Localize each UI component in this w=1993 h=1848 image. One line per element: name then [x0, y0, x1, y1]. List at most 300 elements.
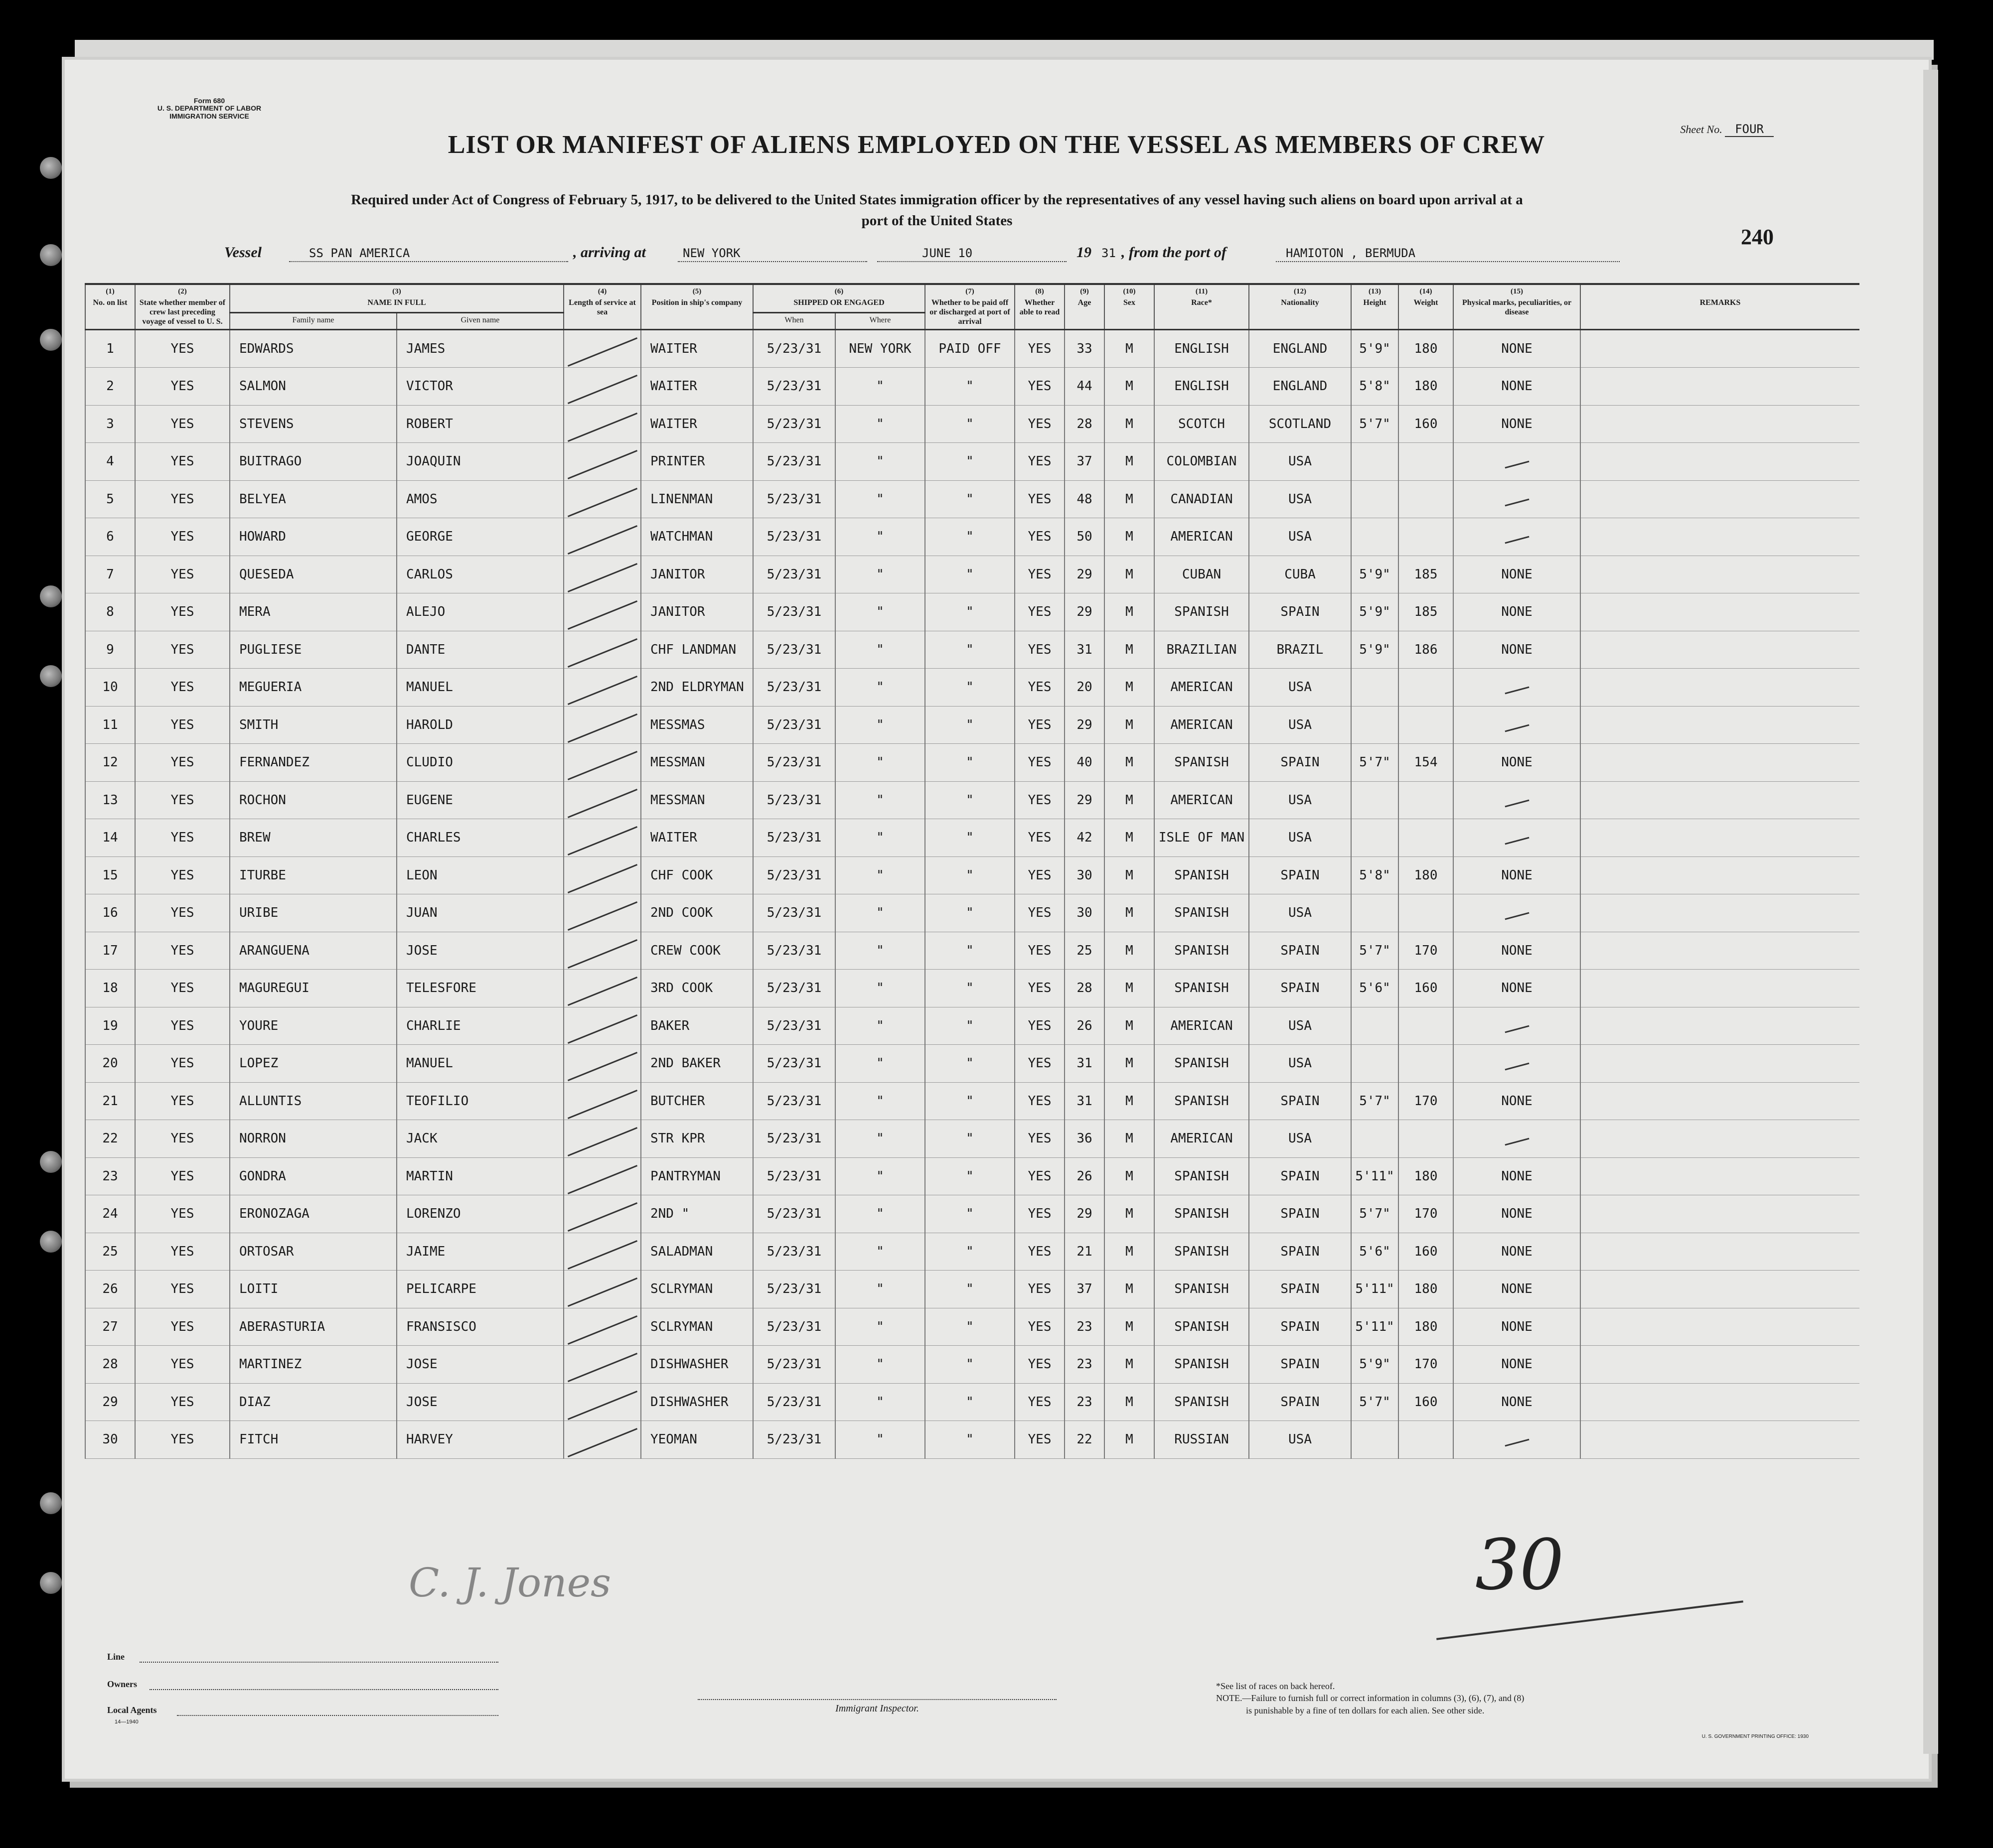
physical-marks-cell: NONE	[1453, 556, 1580, 593]
check-mark-icon	[568, 977, 637, 1006]
col-header-no: (1) No. on list	[85, 284, 135, 329]
shipped-when-cell: 5/23/31	[753, 518, 835, 556]
nationality-cell: SPAIN	[1249, 1271, 1351, 1308]
height-cell: 5'11"	[1351, 1157, 1398, 1195]
previous-voyage-cell: YES	[135, 1233, 230, 1271]
row-number-cell: 24	[85, 1195, 135, 1233]
arriving-port: NEW YORK	[683, 246, 741, 260]
given-name-cell: AMOS	[397, 480, 564, 518]
weight-cell	[1398, 706, 1453, 744]
nationality-cell: SPAIN	[1249, 1308, 1351, 1346]
race-cell: SPANISH	[1154, 932, 1249, 970]
physical-marks-cell: NONE	[1453, 1271, 1580, 1308]
given-name-cell: LORENZO	[397, 1195, 564, 1233]
age-cell: 26	[1065, 1157, 1104, 1195]
from-port: HAMIOTON , BERMUDA	[1286, 246, 1416, 260]
year-suffix: 31	[1101, 246, 1116, 260]
weight-cell	[1398, 1421, 1453, 1459]
dash-mark-icon	[1505, 498, 1529, 506]
weight-cell: 160	[1398, 970, 1453, 1007]
given-name-cell: MARTIN	[397, 1157, 564, 1195]
family-name-cell: FERNANDEZ	[230, 744, 397, 782]
given-name-cell: HARVEY	[397, 1421, 564, 1459]
family-name-cell: STEVENS	[230, 405, 397, 443]
row-number-cell: 30	[85, 1421, 135, 1459]
height-cell	[1351, 443, 1398, 481]
check-mark-icon	[568, 488, 637, 517]
dash-mark-icon	[1505, 912, 1529, 920]
given-name-cell: CARLOS	[397, 556, 564, 593]
family-name-cell: YOURE	[230, 1007, 397, 1045]
family-name-cell: HOWARD	[230, 518, 397, 556]
given-name-cell: JAIME	[397, 1233, 564, 1271]
page-title: LIST OR MANIFEST OF ALIENS EMPLOYED ON THE VESSEL AS MEMBERS OF CREW	[448, 131, 1545, 159]
row-number-cell: 17	[85, 932, 135, 970]
given-name-cell: CHARLES	[397, 819, 564, 857]
shipped-where-cell: "	[835, 1233, 925, 1271]
shipped-where-cell: NEW YORK	[835, 329, 925, 368]
dash-mark-icon	[1505, 724, 1529, 732]
check-mark-icon	[568, 638, 637, 668]
able-to-read-cell: YES	[1015, 706, 1065, 744]
physical-marks-cell: NONE	[1453, 1383, 1580, 1421]
weight-cell: 160	[1398, 405, 1453, 443]
row-number-cell: 18	[85, 970, 135, 1007]
race-cell: AMERICAN	[1154, 781, 1249, 819]
length-of-service-cell	[564, 1045, 641, 1083]
table-row	[85, 1421, 1859, 1459]
weight-cell: 180	[1398, 368, 1453, 406]
previous-voyage-cell: YES	[135, 593, 230, 631]
height-cell	[1351, 1007, 1398, 1045]
previous-voyage-cell: YES	[135, 405, 230, 443]
table-row	[85, 518, 1859, 556]
row-number-cell: 25	[85, 1233, 135, 1271]
nationality-cell: SPAIN	[1249, 932, 1351, 970]
family-name-cell: URIBE	[230, 894, 397, 932]
col-header-when: When	[753, 313, 835, 329]
remarks-cell	[1580, 1045, 1859, 1083]
nationality-cell: SPAIN	[1249, 1346, 1351, 1384]
punch-hole-icon	[40, 665, 62, 687]
able-to-read-cell: YES	[1015, 744, 1065, 782]
shipped-when-cell: 5/23/31	[753, 556, 835, 593]
sex-cell: M	[1104, 781, 1154, 819]
sex-cell: M	[1104, 1120, 1154, 1158]
arrival-date: JUNE 10	[922, 246, 973, 260]
table-row	[85, 932, 1859, 970]
able-to-read-cell: YES	[1015, 1346, 1065, 1384]
table-row	[85, 556, 1859, 593]
paid-off-cell: "	[925, 856, 1015, 894]
table-row	[85, 856, 1859, 894]
position-cell: MESSMAN	[641, 781, 753, 819]
dash-mark-icon	[1505, 1025, 1529, 1033]
row-number-cell: 23	[85, 1157, 135, 1195]
race-cell: AMERICAN	[1154, 1007, 1249, 1045]
shipped-when-cell: 5/23/31	[753, 970, 835, 1007]
position-cell: SALADMAN	[641, 1233, 753, 1271]
sex-cell: M	[1104, 1346, 1154, 1384]
table-row	[85, 1045, 1859, 1083]
age-cell: 30	[1065, 856, 1104, 894]
family-name-cell: BELYEA	[230, 480, 397, 518]
able-to-read-cell: YES	[1015, 1383, 1065, 1421]
remarks-cell	[1580, 443, 1859, 481]
given-name-cell: CLUDIO	[397, 744, 564, 782]
remarks-cell	[1580, 556, 1859, 593]
nationality-cell: USA	[1249, 443, 1351, 481]
weight-cell: 170	[1398, 1346, 1453, 1384]
nationality-cell: SPAIN	[1249, 1233, 1351, 1271]
height-cell: 5'9"	[1351, 593, 1398, 631]
height-cell: 5'9"	[1351, 329, 1398, 368]
paid-off-cell: "	[925, 631, 1015, 669]
table-row	[85, 781, 1859, 819]
arriving-label: , arriving at	[573, 244, 646, 261]
age-cell: 21	[1065, 1233, 1104, 1271]
check-mark-icon	[568, 1391, 637, 1420]
length-of-service-cell	[564, 1421, 641, 1459]
able-to-read-cell: YES	[1015, 518, 1065, 556]
weight-cell	[1398, 443, 1453, 481]
paid-off-cell: "	[925, 1082, 1015, 1120]
table-row	[85, 1308, 1859, 1346]
physical-marks-cell	[1453, 781, 1580, 819]
length-of-service-cell	[564, 480, 641, 518]
weight-cell: 186	[1398, 631, 1453, 669]
col-header-where: Where	[835, 313, 925, 329]
able-to-read-cell: YES	[1015, 368, 1065, 406]
position-cell: 3RD COOK	[641, 970, 753, 1007]
able-to-read-cell: YES	[1015, 1082, 1065, 1120]
penalty-note-2: is punishable by a fine of ten dollars for each alien. See other side.	[1246, 1705, 1485, 1715]
check-mark-icon	[568, 826, 637, 855]
sex-cell: M	[1104, 669, 1154, 707]
previous-voyage-cell: YES	[135, 669, 230, 707]
check-mark-icon	[568, 1165, 637, 1194]
dash-mark-icon	[1505, 1138, 1529, 1146]
position-cell: DISHWASHER	[641, 1346, 753, 1384]
sex-cell: M	[1104, 1233, 1154, 1271]
shipped-when-cell: 5/23/31	[753, 706, 835, 744]
able-to-read-cell: YES	[1015, 1233, 1065, 1271]
physical-marks-cell	[1453, 819, 1580, 857]
handwritten-total: 30	[1475, 1525, 1564, 1606]
paper-edge-top	[75, 40, 1934, 60]
weight-cell: 160	[1398, 1383, 1453, 1421]
nationality-cell: BRAZIL	[1249, 631, 1351, 669]
inspector-signature-line: Immigrant Inspector.	[698, 1699, 1057, 1714]
family-name-cell: ARANGUENA	[230, 932, 397, 970]
given-name-cell: PELICARPE	[397, 1271, 564, 1308]
table-row	[85, 1271, 1859, 1308]
race-cell: SPANISH	[1154, 1195, 1249, 1233]
remarks-cell	[1580, 1308, 1859, 1346]
shipped-when-cell: 5/23/31	[753, 443, 835, 481]
height-cell: 5'6"	[1351, 970, 1398, 1007]
height-cell	[1351, 1120, 1398, 1158]
weight-cell	[1398, 1007, 1453, 1045]
row-number-cell: 20	[85, 1045, 135, 1083]
age-cell: 23	[1065, 1308, 1104, 1346]
weight-cell: 185	[1398, 593, 1453, 631]
shipped-where-cell: "	[835, 781, 925, 819]
shipped-when-cell: 5/23/31	[753, 669, 835, 707]
remarks-cell	[1580, 1195, 1859, 1233]
previous-voyage-cell: YES	[135, 781, 230, 819]
nationality-cell: SPAIN	[1249, 1082, 1351, 1120]
check-mark-icon	[568, 600, 637, 630]
table-row	[85, 1007, 1859, 1045]
length-of-service-cell	[564, 706, 641, 744]
height-cell: 5'11"	[1351, 1271, 1398, 1308]
physical-marks-cell: NONE	[1453, 593, 1580, 631]
owners-label: Owners	[107, 1679, 137, 1689]
physical-marks-cell	[1453, 480, 1580, 518]
physical-marks-cell: NONE	[1453, 1157, 1580, 1195]
shipped-where-cell: "	[835, 1045, 925, 1083]
row-number-cell: 3	[85, 405, 135, 443]
shipped-when-cell: 5/23/31	[753, 368, 835, 406]
table-row	[85, 1082, 1859, 1120]
check-mark-icon	[568, 713, 637, 743]
previous-voyage-cell: YES	[135, 443, 230, 481]
sex-cell: M	[1104, 1383, 1154, 1421]
remarks-cell	[1580, 1007, 1859, 1045]
length-of-service-cell	[564, 1082, 641, 1120]
dash-mark-icon	[1505, 1063, 1529, 1071]
shipped-where-cell: "	[835, 1007, 925, 1045]
paid-off-cell: "	[925, 443, 1015, 481]
height-cell	[1351, 1421, 1398, 1459]
vessel-label: Vessel	[224, 244, 262, 261]
paid-off-cell: "	[925, 669, 1015, 707]
weight-cell	[1398, 480, 1453, 518]
physical-marks-cell	[1453, 669, 1580, 707]
length-of-service-cell	[564, 368, 641, 406]
race-cell: SPANISH	[1154, 744, 1249, 782]
family-name-cell: MERA	[230, 593, 397, 631]
shipped-where-cell: "	[835, 1271, 925, 1308]
paid-off-cell: "	[925, 932, 1015, 970]
given-name-cell: FRANSISCO	[397, 1308, 564, 1346]
given-name-cell: JACK	[397, 1120, 564, 1158]
sex-cell: M	[1104, 706, 1154, 744]
sex-cell: M	[1104, 1007, 1154, 1045]
col-header-given-name: Given name	[397, 313, 564, 329]
age-cell: 37	[1065, 443, 1104, 481]
able-to-read-cell: YES	[1015, 1045, 1065, 1083]
height-cell: 5'6"	[1351, 1233, 1398, 1271]
age-cell: 29	[1065, 1195, 1104, 1233]
physical-marks-cell: NONE	[1453, 1308, 1580, 1346]
col-header-previous-voyage: (2) State whether member of crew last preceding voyage of vessel to U. S.	[135, 284, 230, 329]
row-number-cell: 28	[85, 1346, 135, 1384]
height-cell: 5'8"	[1351, 368, 1398, 406]
height-cell: 5'7"	[1351, 405, 1398, 443]
check-mark-icon	[568, 1315, 637, 1345]
row-number-cell: 16	[85, 894, 135, 932]
position-cell: MESSMAN	[641, 744, 753, 782]
race-cell: SPANISH	[1154, 1157, 1249, 1195]
weight-cell: 180	[1398, 1308, 1453, 1346]
physical-marks-cell: NONE	[1453, 631, 1580, 669]
table-row	[85, 1383, 1859, 1421]
dash-mark-icon	[1505, 687, 1529, 695]
check-mark-icon	[568, 337, 637, 367]
shipped-where-cell: "	[835, 1157, 925, 1195]
check-mark-icon	[568, 789, 637, 818]
from-underline	[1276, 261, 1620, 262]
sex-cell: M	[1104, 932, 1154, 970]
nationality-cell: USA	[1249, 781, 1351, 819]
length-of-service-cell	[564, 744, 641, 782]
length-of-service-cell	[564, 405, 641, 443]
remarks-cell	[1580, 856, 1859, 894]
physical-marks-cell: NONE	[1453, 405, 1580, 443]
able-to-read-cell: YES	[1015, 932, 1065, 970]
paid-off-cell: "	[925, 706, 1015, 744]
sex-cell: M	[1104, 593, 1154, 631]
given-name-cell: HAROLD	[397, 706, 564, 744]
sex-cell: M	[1104, 1271, 1154, 1308]
shipped-when-cell: 5/23/31	[753, 1271, 835, 1308]
able-to-read-cell: YES	[1015, 631, 1065, 669]
race-cell: SPANISH	[1154, 856, 1249, 894]
agents-underline	[177, 1715, 498, 1716]
shipped-when-cell: 5/23/31	[753, 1007, 835, 1045]
given-name-cell: TEOFILIO	[397, 1082, 564, 1120]
punch-hole-icon	[40, 1572, 62, 1594]
check-mark-icon	[568, 1090, 637, 1119]
age-cell: 29	[1065, 781, 1104, 819]
height-cell: 5'9"	[1351, 1346, 1398, 1384]
remarks-cell	[1580, 781, 1859, 819]
shipped-where-cell: "	[835, 856, 925, 894]
physical-marks-cell: NONE	[1453, 329, 1580, 368]
given-name-cell: EUGENE	[397, 781, 564, 819]
remarks-cell	[1580, 1120, 1859, 1158]
length-of-service-cell	[564, 1007, 641, 1045]
given-name-cell: ALEJO	[397, 593, 564, 631]
given-name-cell: CHARLIE	[397, 1007, 564, 1045]
check-mark-icon	[568, 563, 637, 592]
page-number: 240	[1741, 225, 1774, 249]
punch-hole-icon	[40, 1231, 62, 1253]
sex-cell: M	[1104, 744, 1154, 782]
check-mark-icon	[568, 413, 637, 442]
table-row	[85, 1195, 1859, 1233]
previous-voyage-cell: YES	[135, 1157, 230, 1195]
position-cell: WAITER	[641, 405, 753, 443]
remarks-cell	[1580, 405, 1859, 443]
table-row	[85, 631, 1859, 669]
col-header-sex: (10) Sex	[1104, 284, 1154, 329]
shipped-where-cell: "	[835, 1120, 925, 1158]
row-number-cell: 4	[85, 443, 135, 481]
able-to-read-cell: YES	[1015, 856, 1065, 894]
remarks-cell	[1580, 1383, 1859, 1421]
paid-off-cell: "	[925, 1120, 1015, 1158]
shipped-where-cell: "	[835, 556, 925, 593]
age-cell: 31	[1065, 1082, 1104, 1120]
table-row	[85, 1233, 1859, 1271]
shipped-when-cell: 5/23/31	[753, 856, 835, 894]
family-name-cell: ABERASTURIA	[230, 1308, 397, 1346]
sex-cell: M	[1104, 856, 1154, 894]
position-cell: 2ND "	[641, 1195, 753, 1233]
race-cell: AMERICAN	[1154, 706, 1249, 744]
family-name-cell: NORRON	[230, 1120, 397, 1158]
previous-voyage-cell: YES	[135, 932, 230, 970]
position-cell: STR KPR	[641, 1120, 753, 1158]
weight-cell	[1398, 1045, 1453, 1083]
previous-voyage-cell: YES	[135, 631, 230, 669]
physical-marks-cell: NONE	[1453, 368, 1580, 406]
row-number-cell: 5	[85, 480, 135, 518]
check-mark-icon	[568, 1278, 637, 1307]
shipped-where-cell: "	[835, 744, 925, 782]
row-number-cell: 1	[85, 329, 135, 368]
check-mark-icon	[568, 525, 637, 555]
punch-hole-icon	[40, 1492, 62, 1514]
able-to-read-cell: YES	[1015, 405, 1065, 443]
check-mark-icon	[568, 939, 637, 969]
able-to-read-cell: YES	[1015, 970, 1065, 1007]
nationality-cell: USA	[1249, 1120, 1351, 1158]
height-cell: 5'9"	[1351, 631, 1398, 669]
family-name-cell: LOPEZ	[230, 1045, 397, 1083]
length-of-service-cell	[564, 1157, 641, 1195]
agents-label: Local Agents	[107, 1705, 157, 1715]
remarks-cell	[1580, 1421, 1859, 1459]
col-header-paid-off: (7) Whether to be paid off or discharged at port of arrival	[925, 284, 1015, 329]
previous-voyage-cell: YES	[135, 1421, 230, 1459]
sex-cell: M	[1104, 368, 1154, 406]
line-underline	[140, 1662, 498, 1663]
race-note: *See list of races on back hereof.	[1216, 1681, 1335, 1691]
length-of-service-cell	[564, 819, 641, 857]
position-cell: DISHWASHER	[641, 1383, 753, 1421]
dash-mark-icon	[1505, 461, 1529, 469]
remarks-cell	[1580, 932, 1859, 970]
race-cell: COLOMBIAN	[1154, 443, 1249, 481]
remarks-cell	[1580, 970, 1859, 1007]
previous-voyage-cell: YES	[135, 819, 230, 857]
remarks-cell	[1580, 368, 1859, 406]
given-name-cell: ROBERT	[397, 405, 564, 443]
family-name-cell: ORTOSAR	[230, 1233, 397, 1271]
row-number-cell: 10	[85, 669, 135, 707]
height-cell	[1351, 894, 1398, 932]
family-name-cell: FITCH	[230, 1421, 397, 1459]
age-cell: 25	[1065, 932, 1104, 970]
paid-off-cell: "	[925, 518, 1015, 556]
weight-cell	[1398, 819, 1453, 857]
race-cell: ENGLISH	[1154, 368, 1249, 406]
previous-voyage-cell: YES	[135, 1195, 230, 1233]
given-name-cell: JOSE	[397, 932, 564, 970]
age-cell: 28	[1065, 970, 1104, 1007]
nationality-cell: USA	[1249, 669, 1351, 707]
table-row	[85, 1346, 1859, 1384]
able-to-read-cell: YES	[1015, 1007, 1065, 1045]
page-subtitle	[135, 189, 1739, 231]
row-number-cell: 22	[85, 1120, 135, 1158]
position-cell: MESSMAS	[641, 706, 753, 744]
physical-marks-cell	[1453, 443, 1580, 481]
